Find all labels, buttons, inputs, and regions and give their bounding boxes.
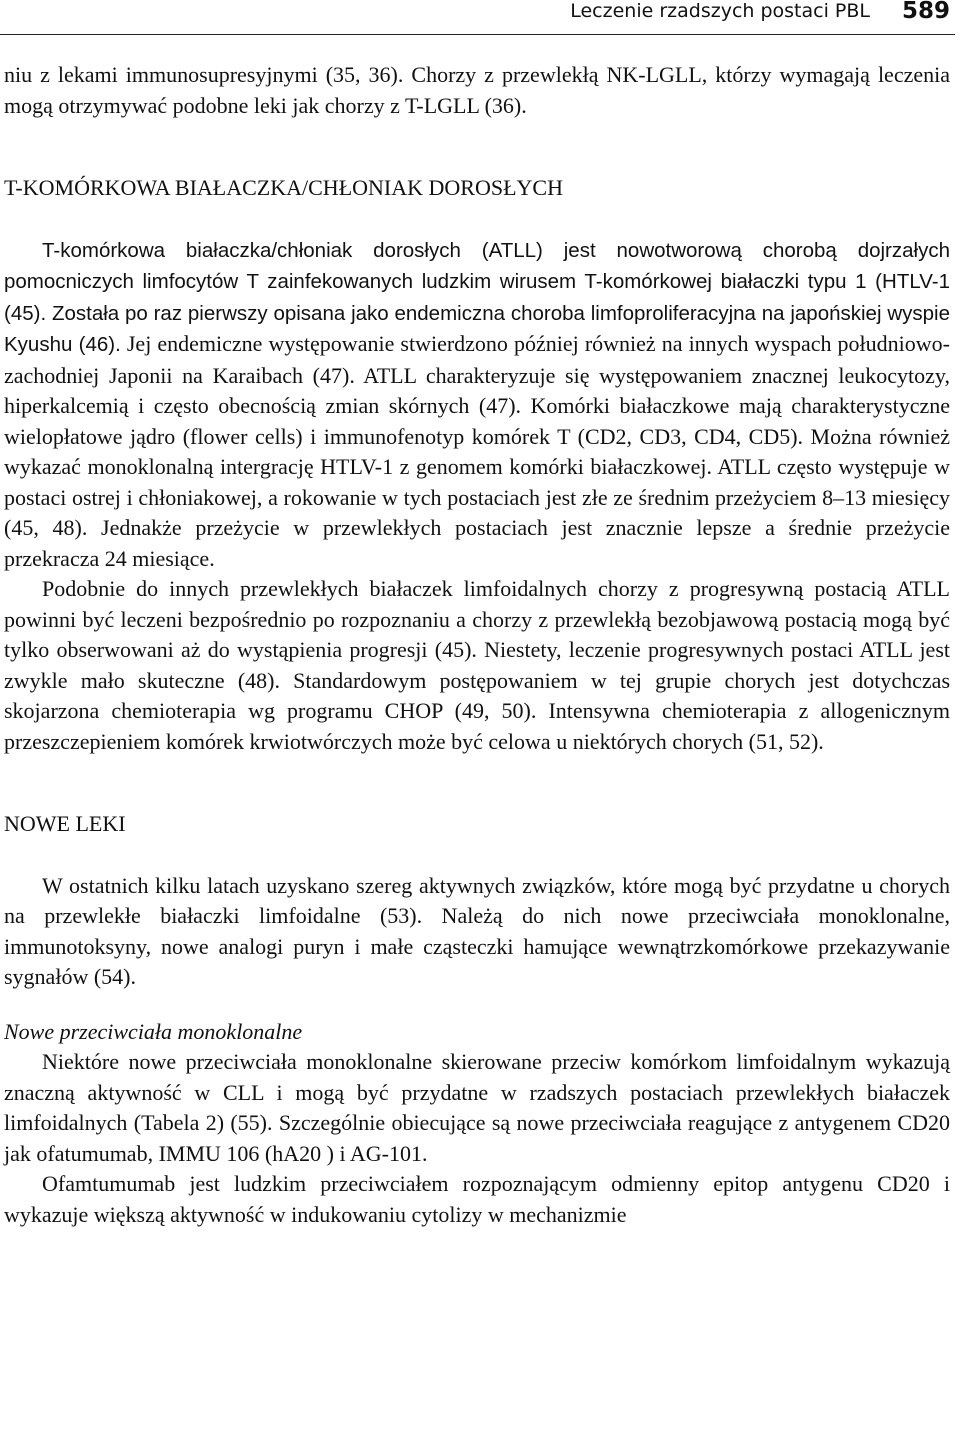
- intro-paragraph: niu z lekami immunosupresyjnymi (35, 36). Chorzy z przewlekłą NK-LGLL, którzy wymagają leczenia mogą otrzymywać podobne leki jak chorzy z T-LGLL (36).: [4, 62, 950, 118]
- subsection-heading-antibodies: Nowe przeciwciała monoklonalne: [4, 1018, 303, 1044]
- atll-paragraph-1: [4, 235, 950, 575]
- page-header: [0, 0, 960, 38]
- atll-paragraph-2: Podobnie do innych przewlekłych białaczek limfoidalnych chorzy z progresywną postacią ATLL powinni być leczeni bezpośrednio po rozpoznaniu a chorzy z przewlekłą bezobjawową postacią mogą być tylko obserwowani aż do wystąpienia progresji (45). Niestety, leczenie progresywnych postaci ATLL jest zwykle mało skuteczne (48). Standardowym postępowaniem w tej grupie chorych jest dotychczas skojarzona chemioterapia wg programu CHOP (49, 50). Intensywna chemioterapia z allogenicznym przeszczepieniem komórek krwiotwórczych może być celowa u niektórych chorych (51, 52).: [4, 576, 950, 754]
- section-heading-new-drugs: NOWE LEKI: [4, 811, 126, 836]
- antibodies-paragraph-2: Ofamtumumab jest ludzkim przeciwciałem rozpoznającym odmienny epitop antygenu CD20 i wykazuje większą aktywność w indukowaniu cytolizy w mechanizmie: [4, 1171, 950, 1227]
- page-number: 589: [901, 0, 950, 24]
- new-drugs-paragraph-1: W ostatnich kilku latach uzyskano szereg aktywnych związków, które mogą być przydatne u chorych na przewlekłe białaczki limfoidalne (53). Należą do nich nowe przeciwciała monoklonalne, immunotoksyny, nowe analogi puryn i małe cząsteczki hamujące wewnątrzkomórkowe przekazywanie sygnałów (54).: [4, 872, 950, 989]
- atll-paragraph-1-serif: Jej endemiczne występowanie stwierdzono później również na innych wyspach południowo-zachodniej Japonii na Karaibach (47). ATLL charakteryzuje się występowaniem znacznej leukocytozy, hiperkalcemią i często obecnością zmian skórnych (47). Komórki białaczkowe mają charakterystyczne wielopłatowe jądro (flower cells) i immunofenotyp komórek T (CD2, CD3, CD4, CD5). Można również wykazać monoklonalną intergrację HTLV-1 z genomem komórki białaczkowej. ATLL często występuje w postaci ostrej i chłoniakowej, a rokowanie w tych postaciach jest złe ze średnim przeżyciem 8–13 miesięcy (45, 48). Jednakże przeżycie w przewlekłych postaciach jest znacznie lepsze a średnie przeżycie przekracza 24 miesiące.: [4, 331, 950, 571]
- header-rule: [0, 34, 955, 35]
- antibodies-paragraph-1: Niektóre nowe przeciwciała monoklonalne skierowane przeciw komórkom limfoidalnym wykazują znaczną aktywność w CLL i mogą być przydatne w rzadszych postaciach przewlekłych białaczek limfoidalnych (Tabela 2) (55). Szczególnie obiecujące są nowe przeciwciała reagujące z antygenem CD20 jak ofatumumab, IMMU 106 (hA20 ) i AG-101.: [4, 1049, 950, 1166]
- running-title: Leczenie rzadszych postaci PBL: [570, 0, 870, 22]
- section-heading-atll: T-KOMÓRKOWA BIAŁACZKA/CHŁONIAK DOROSŁYCH: [4, 175, 563, 200]
- atll-paragraph-1-sans: T-komórkowa białaczka/chłoniak dorosłych (ATLL) jest nowotworową chorobą dojrzałych pomocniczych limfocytów T zainfekowanych ludzkim wirusem T-komórkowej białaczki typu 1 (HTLV-1 (45). Została po raz pierwszy opisana jako endemiczna choroba limfoproliferacyjna na japońskiej wyspie Kyushu (46).: [4, 238, 950, 356]
- page-body: [4, 60, 950, 1230]
